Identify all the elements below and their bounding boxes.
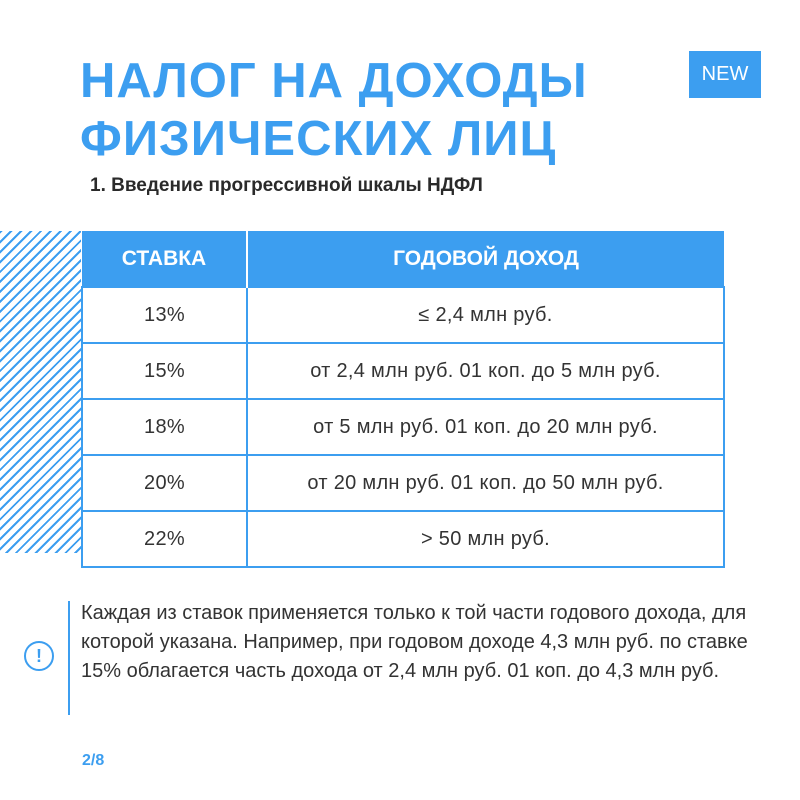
income-cell: ≤ 2,4 млн руб. (247, 287, 724, 343)
table-row (82, 511, 724, 567)
rate-cell: 18% (82, 399, 247, 455)
section-subtitle: 1. Введение прогрессивной шкалы НДФЛ (90, 175, 483, 196)
income-cell: от 5 млн руб. 01 коп. до 20 млн руб. (247, 399, 724, 455)
rate-cell: 20% (82, 455, 247, 511)
income-cell: от 2,4 млн руб. 01 коп. до 5 млн руб. (247, 343, 724, 399)
table-header-row (82, 231, 724, 287)
page-title-line-1: НАЛОГ НА ДОХОДЫ (80, 54, 588, 108)
income-cell: от 20 млн руб. 01 коп. до 50 млн руб. (247, 455, 724, 511)
new-badge: NEW (689, 51, 761, 98)
table-row (82, 343, 724, 399)
page-title (80, 52, 588, 168)
page-title-line-2: ФИЗИЧЕСКИХ ЛИЦ (80, 112, 557, 166)
rate-cell: 15% (82, 343, 247, 399)
note-divider (68, 601, 70, 715)
column-header-rate: СТАВКА (82, 231, 247, 287)
column-header-income: ГОДОВОЙ ДОХОД (247, 231, 724, 287)
income-cell: > 50 млн руб. (247, 511, 724, 567)
table-row (82, 455, 724, 511)
rate-cell: 22% (82, 511, 247, 567)
page-number: 2/8 (82, 752, 105, 769)
table-row (82, 399, 724, 455)
tax-rate-table (81, 231, 725, 568)
exclamation-icon: ! (24, 641, 54, 671)
decorative-hatch-pattern (0, 231, 81, 553)
table-row (82, 287, 724, 343)
rate-cell: 13% (82, 287, 247, 343)
note-text: Каждая из ставок применяется только к той части годового дохода, для которой указана. Например, при годовом доходе 4,3 млн руб. по ставке 15% облагается часть дохода от 2,4 млн руб. 01 коп. до 4,3 млн руб. (81, 602, 748, 682)
